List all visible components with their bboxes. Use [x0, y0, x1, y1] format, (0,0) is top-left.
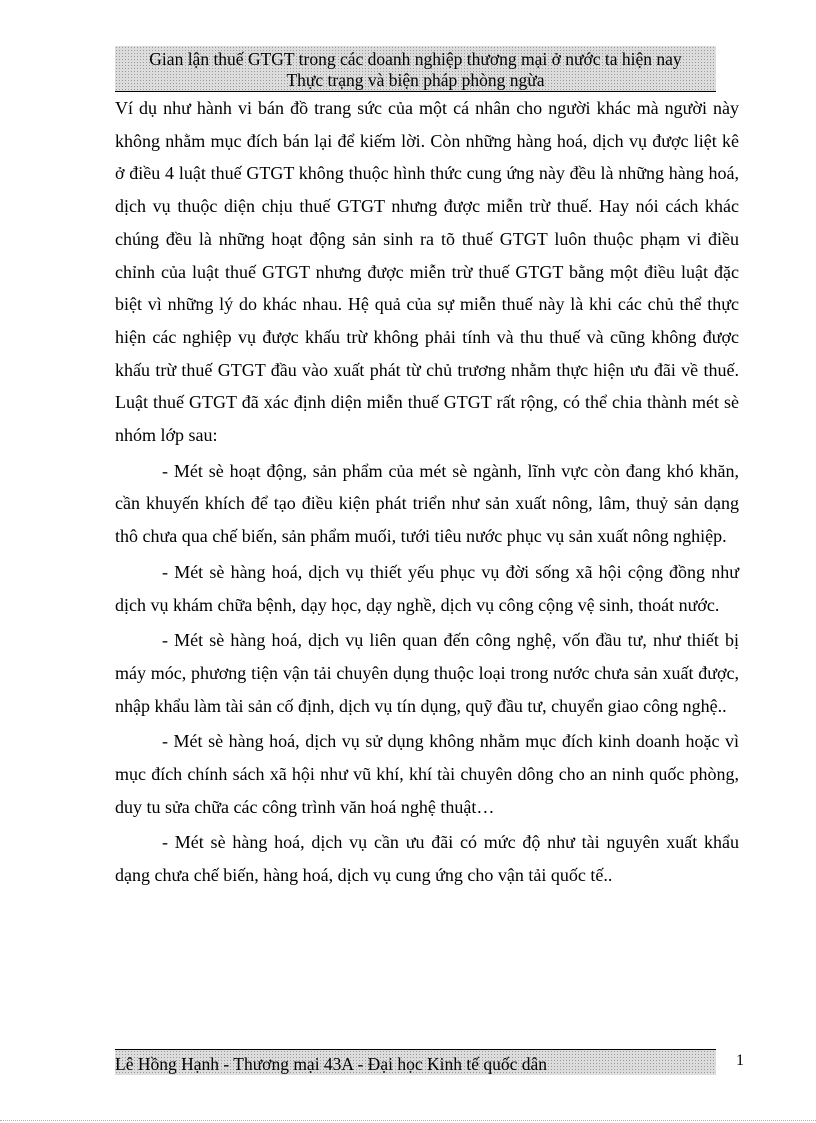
list-item: - Mét sè hàng hoá, dịch vụ sử dụng không nhằm mục đích kinh doanh hoặc vì mục đích chính sách xã hội như vũ khí, khí tài chuyên dông cho an ninh quốc phòng, duy tu sửa chữa các công trình văn hoá nghệ thuật… [115, 731, 739, 817]
header-title-line-1: Gian lận thuế GTGT trong các doanh nghiệp thương mại ở nước ta hiện nay [149, 49, 682, 69]
page-header [115, 46, 716, 92]
list-item: - Mét sè hàng hoá, dịch vụ liên quan đến công nghệ, vốn đầu tư, như thiết bị máy móc, phương tiện vận tải chuyên dụng thuộc loại trong nước chưa sản xuất được, nhập khẩu làm tài sản cố định, dịch vụ tín dụng, quỹ đầu tư, chuyển giao công nghệ.. [115, 630, 739, 716]
list-item: - Mét sè hoạt động, sản phẩm của mét sè ngành, lĩnh vực còn đang khó khăn, cần khuyến khích để tạo điều kiện phát triển như sản xuất nông, lâm, thuỷ sản dạng thô chưa qua chế biến, sản phẩm muối, tưới tiêu nước phục vụ sản xuất nông nghiệp. [115, 460, 739, 547]
list-item: - Mét sè hàng hoá, dịch vụ thiết yếu phục vụ đời sống xã hội cộng đồng như dịch vụ khám chữa bệnh, dạy học, dạy nghề, dịch vụ công cộng vệ sinh, thoát nước. [115, 561, 739, 615]
page-footer [115, 1049, 716, 1075]
header-title-line-2: Thực trạng và biện pháp phòng ngừa [286, 70, 545, 90]
footer-author-line: Lê Hồng Hạnh - Thương mại 43A - Đại học Kinh tế quốc dân [115, 1054, 548, 1074]
intro-paragraph: Ví dụ như hành vi bán đồ trang sức của một cá nhân cho người khác mà người này không nhằm mục đích bán lại để kiếm lời. Còn những hàng hoá, dịch vụ được liệt kê ở điều 4 luật thuế GTGT không thuộc hình thức cung ứng này đều là những hàng hoá, dịch vụ thuộc diện chịu thuế GTGT nhưng được miễn trừ thuế. Hay nói cách khác chúng đều là những hoạt động sản sinh ra tõ thuế GTGT luôn thuộc phạm vi điều chỉnh của luật thuế GTGT nhưng được miễn trừ thuế GTGT bằng một điều luật đặc biệt vì những lý do khác nhau. Hệ quả của sự miễn thuế này là khi các chủ thể thực hiện các nghiệp vụ được khấu trừ không phải tính và thu thuế và cũng không được khấu trừ thuế GTGT đầu vào xuất phát từ chủ trương nhằm thực hiện ưu đãi về thuế. Luật thuế GTGT đã xác định diện miễn thuế GTGT rất rộng, có thể chia thành mét sè nhóm lớp sau: [115, 98, 739, 446]
body-text [115, 92, 739, 892]
list-item: - Mét sè hàng hoá, dịch vụ cần ưu đãi có mức độ như tài nguyên xuất khẩu dạng chưa chế biến, hàng hoá, dịch vụ cung ứng cho vận tải quốc tế.. [115, 832, 739, 886]
page-bottom-divider [0, 1120, 816, 1121]
page-number: 1 [736, 1052, 744, 1069]
